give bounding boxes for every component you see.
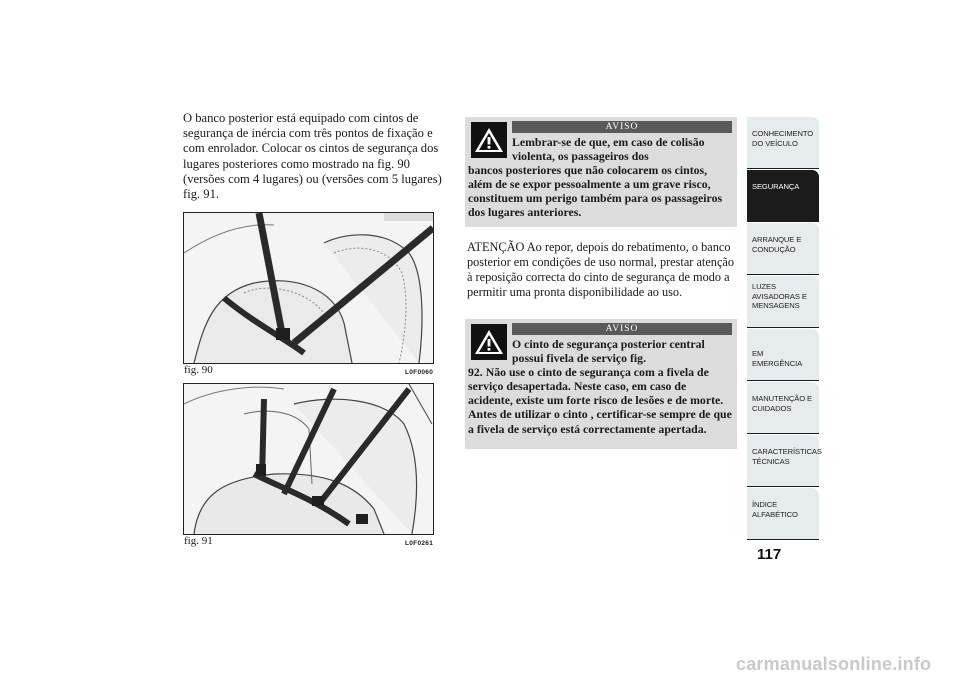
nav-tab-emergencia[interactable] <box>747 329 819 381</box>
nav-tab-caracteristicas[interactable] <box>747 435 822 487</box>
warning-box-collision <box>465 117 737 227</box>
rear-seat-belt-5-seat-drawing <box>184 384 433 534</box>
figure-91-label: fig. 91 <box>184 535 213 547</box>
page-number: 117 <box>757 546 782 563</box>
intro-paragraph: O banco posterior está equipado com cintos de segurança de inércia com três pontos de fixação e com enrolador. Colocar os cintos de segurança dos lugares posteriores como mostrado na fig. 90 (versões com 4 lugares) ou (versões com 5 lugares) fig. 91. <box>183 111 442 202</box>
nav-tab-label: MANUTENÇÃO E CUIDADOS <box>752 394 812 413</box>
nav-tab-indice[interactable] <box>747 488 819 540</box>
warning-triangle-icon <box>471 122 507 158</box>
attention-paragraph: ATENÇÃO Ao repor, depois do rebatimento, o banco posterior em condições de uso normal, prestar atenção à reposição correcta do cinto de segurança de modo a permitir uma pronta disponibilidade ao uso. <box>467 240 735 299</box>
figure-90-label: fig. 90 <box>184 364 213 376</box>
nav-tab-label: ÍNDICE ALFABÉTICO <box>752 500 798 519</box>
figure-90-illustration <box>183 212 434 364</box>
warning-text <box>468 135 732 220</box>
nav-tab-conhecimento[interactable] <box>747 117 819 169</box>
nav-tab-manutencao[interactable] <box>747 382 819 434</box>
warning-box-service-buckle <box>465 319 737 449</box>
warning-text-rest: bancos posteriores que não colocarem os cintos, além de se expor pessoalmente a um grave risco, constituem um perigo também para os passageiros dos lugares anteriores. <box>468 163 723 220</box>
rear-seat-belt-4-seat-drawing <box>184 213 433 363</box>
nav-tab-seguranca[interactable] <box>747 170 819 222</box>
nav-tab-label: CARACTERÍSTICAS TÉCNICAS <box>752 447 822 466</box>
nav-tab-label: EM EMERGÊNCIA <box>752 349 803 368</box>
nav-tab-label: ARRANQUE E CONDUÇÃO <box>752 235 802 254</box>
warning-heading: AVISO <box>512 323 732 335</box>
nav-tab-label: LUZES AVISADORAS E MENSAGENS <box>752 282 807 311</box>
nav-tab-arranque[interactable] <box>747 223 819 275</box>
warning-text <box>468 337 732 436</box>
figure-91-illustration <box>183 383 434 535</box>
nav-tab-label: CONHECIMENTO DO VEÍCULO <box>752 129 814 148</box>
warning-text-indented: O cinto de segurança posterior central possui fivela de serviço fig. <box>512 337 705 366</box>
warning-heading: AVISO <box>512 121 732 133</box>
watermark-text: carmanualsonline.info <box>736 654 932 674</box>
nav-tab-luzes[interactable] <box>747 276 819 328</box>
warning-text-rest: 92. Não use o cinto de segurança com a fivela de serviço desapertada. Neste caso, em caso de acidente, existe um forte risco de lesões e de morte. Antes de utilizar o cinto , certificar-se sempre de que a fivela de serviço está correctamente apertada. <box>468 365 732 436</box>
nav-tab-label: SEGURANÇA <box>752 182 800 191</box>
figure-91-code: L0F0261 <box>405 540 434 547</box>
warning-triangle-icon <box>471 324 507 360</box>
figure-90-code: L0F0060 <box>405 369 434 376</box>
warning-text-indented: Lembrar-se de que, em caso de colisão violenta, os passageiros dos <box>512 135 705 164</box>
